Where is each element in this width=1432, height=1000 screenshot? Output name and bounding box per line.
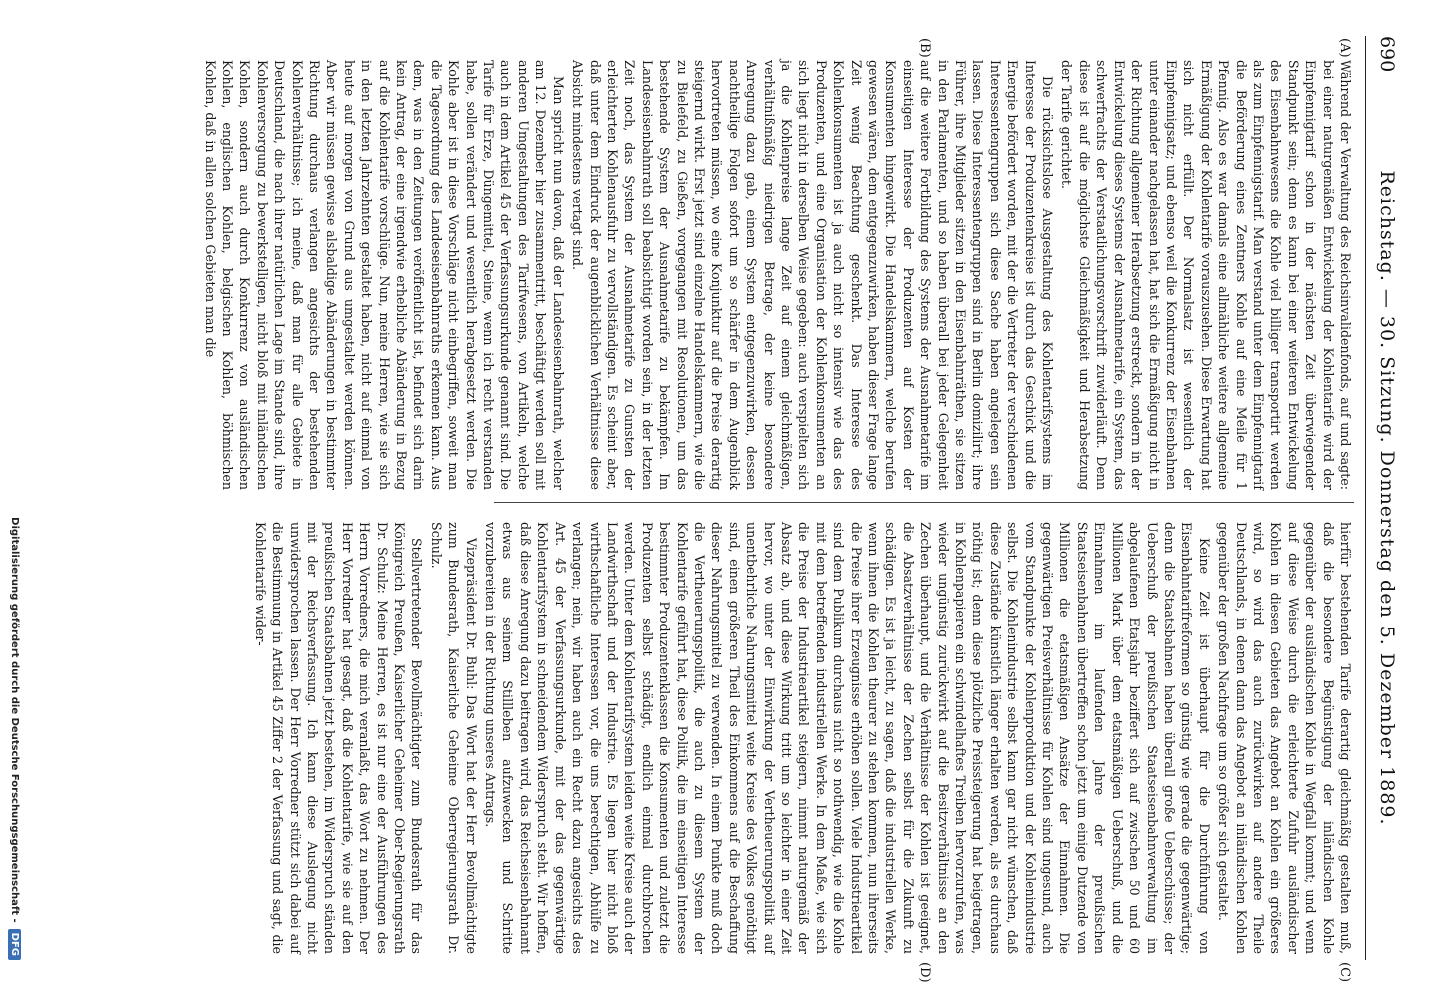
margin-marker-a: (A) xyxy=(1337,38,1352,58)
page-number: 690 xyxy=(1376,36,1398,73)
paragraph: Keine Zeit ist überhaupt für die Durchführung von Eisenbahntarifreformen so günstig wie gerade die gegenwärtige; denn die Staatsbahnen haben überall große Ueberschüsse; der Ueberschuß der preußischen Staatseisenbahnverwaltung im abgelaufenen Etatsjahr beziffert sich auf zwischen 50 und 60 Millionen Mark über dem etatsmäßigen Ueberschuß, und die Einnahmen im laufenden Jahre der preußischen Staatseisenbahnen übertreffen schon jetzt um einige Dutzende von Millionen die etatsmäßigen Ansätze der Einnahmen. Die gegenwärtigen Preisverhältnisse für Kohlen sind ungesund, auch vom Standpunkte der Kohlenproduktion und der Kohlenindustrie selbst. Die Kohlenindustrie selbst kann gar nicht wünschen, daß diese Zustände künstlich länger erhalten werden, als es durchaus nöthig ist; denn diese plötzliche Preissteigerung hat beigetragen, in Kohlenpapieren ein schwindelhaftes Treiben hervorzurufen, was wieder ungünstig zurückwirkt auf die Besitzverhältnisse an den Zechen überhaupt, und die Verhältnisse der Kohlen ist geeignet, die Absatzverhältnisse der Zechen selbst für die Zukunft zu schädigen. Es ist ja leicht, zu sagen, daß die industriellen Werke, wenn ihnen die Kohlen theurer zu stehen kommen, nun ihrerseits die Preise ihrer Erzeugnisse erhöhen sollen. Viele Industrieartikel sind dem Publikum durchaus nicht so nothwendig, wie die Kohle mit dem betreffenden industriellen Werke. In dem Maße, wie sich die Preise der Industrieartikel steigern, nimmt naturgemäß der Absatz ab, und diese Wirkung tritt um so leichter in einer Zeit hervor, wo unter der Einwirkung der Vertheuerungspolitik auf unentbehrliche Nahrungsmittel weite Kreise des Volkes genöthigt sind, einen größeren Theil des Einkommens auf die Beschaffung dieser Nahrungsmittel zu verwenden. In einem Punkte muß doch die Vertheuerungspolitik, die auch zu diesem System der Kohlentarife geführt hat, diese Politik, die im einseitigen Interesse bestimmter Produzentenklassen die Konsumenten und zuletzt die Produzenten selbst schädigt, endlich einmal durchbrochen werden. Unter dem Kohlentarifsystem leiden weite Kreise auch der Landwirthschaft und der Industrie. Es liegen hier nicht bloß wirthschaftliche Interessen vor, die uns berechtigen, Abhülfe zu verlangen; nein, wir haben auch ein Recht dazu angesichts des Art. 45 der Verfassungsurkunde, mit der das gegenwärtige Kohlentarifsystem in schneidendem Widerspruch steht. Wir hoffen, daß diese Anregung dazu beitragen wird, das Reichseisenbahnamt etwas aus seinem Stillleben aufzuwecken und Schritte vorzubereiten in der Richtung unseres Antrags. xyxy=(483,522,1212,954)
margin-marker-c: (C) xyxy=(1337,962,1352,983)
running-title: Reichstag. — 30. Sitzung. Donnerstag den 5. Dezember 1889. xyxy=(1376,170,1398,826)
left-column xyxy=(202,60,1354,490)
credit-text: Digitalisierung gefördert durch die Deutsche Forschungsgemeinschaft - xyxy=(9,517,20,923)
margin-marker-d: (D) xyxy=(917,962,932,983)
digitization-credit xyxy=(8,200,21,960)
paragraph: Während der Verwaltung des Reichsinvalidenfonds, auf und sagte: bei einer naturgemäßen Entwickelung der Kohlentarife wird der Einpfennigtarif schon in der nächsten Zeit überwiegender Standpunkt sein; denn es kann bei einer weiteren Entwickelung des Eisenbahnwesens die Kohle viel billiger transportirt werden als zum Einpfennigstarif. Man verstand unter dem Einpfennigtarif die Beförderung eines Zentners Kohle auf eine Meile für 1 Pfennig. Also es war damals eine allmähliche weitere allgemeine Ermäßigung der Kohlentarife vorauszusehen. Diese Erwartung hat sich nicht erfüllt. Der Normalsatz ist wesentlich der Einpfennigsatz; und ebenso weil die Konkurrenz der Eisenbahnen unter einander nachgelassen hat, hat sich die Ermäßigung nicht in der Richtung allgemeiner Herabsetzung erstreckt, sondern in der Entwickelung dieses Systems der Ausnahmetarife, ein System, das schwerfrachts der Verstaatlichungsvorschrift zuwiderläuft. Denn diese ist auf die möglichste Gleichmäßigkeit und Herabsetzung der Tarife gerichtet. xyxy=(1059,60,1353,490)
paragraph: Die rücksichtslose Ausgestaltung des Kohlentarifsystems im Interesse der Produzentenkreise ist durch das Geschick und die Energie befördert worden, mit der die Vertreter der verschiedenen Interessentengruppen sich diese Sache haben angelegen sein lassen. Diese Interessentengruppen sind in Berlin domizilirt; ihre Führer, ihre Mitglieder sitzen in den Eisenbahnräthen, sie sitzen in den Parlamenten, und so haben überall bei jeder Gelegenheit auf die weitere Fortbildung des Systems der Ausnahmetarife im einseitigen Interesse der Produzenten auf Kosten der Konsumenten hingewirkt. Die Handelskammern, welche berufen gewesen wären, dem entgegenzuwirken, haben dieser Frage lange Zeit wenig Beachtung geschenkt. Das Interesse des Kohlenkonsumenten ist ja auch nicht so intensiv wie das des Produzenten, und eine Organisation der Kohlenkonsumenten an sich liegt nicht in derselben Weise gegeben: auch verspielten sich ja die Kohlenpreise lange Zeit auf einem gleichmäßigen, verhältnißmäßig niedrigen Betrage, der keine besondere Anregung dazu gab, einem System entgegenzuwirken, dessen nachtheilige Folgen sofort um so schärfer in dem Augenblick hervortreten müssen, wo eine Konjunktur auf die Preise derartig steigernd wirkt. Erst jetzt sind einzelne Handelskammern, wie die zu Bielefeld, zu Gießen, vorgegangen mit Resolutionen, um das bestehende System der Ausnahmetarife zu bekämpfen. Im Landeseisenbahnrath soll beabsichtigt worden sein, in der letzten Zeit noch, das System der Ausnahmetarife zu Gunsten der erleichterten Kohlenausfuhr zu vervollständigen. Es scheint aber, daß unter dem Eindruck der augenblicklichen Verhältnisse diese Absicht mindestens vertagt sind. xyxy=(570,60,1056,490)
column-divider xyxy=(494,502,1354,503)
speaker-paragraph: Vizepräsident Dr. Buhl: Das Wort hat der Herr Bevollmächtigte zum Bundesrath, Kaiserliche Geheime Oberregierungsrath Dr. Schulz. xyxy=(428,522,479,954)
paragraph: Man spricht nun davon, daß der Landeseisenbahnrath, welcher am 12. Dezember hier zusammentritt, beschäftigt werden soll mit anderen Umgestaltungen des Tarifwesens, von Artikeln, welche auch in dem Artikel 45 der Verfassungsurkunde genannt sind. Die Tarife für Erze, Düngemittel, Steine, wenn ich recht verstanden habe, sollen verändert und wesentlich herabgesetzt werden. Die Kohle aber ist in diese Vorschläge nicht einbegriffen, soweit man die Tagesordnung des Landeseisenbahnraths erkennen kann. Aus dem, was in den Zeitungen veröffentlicht ist, befindet sich darin kein Antrag, der eine irgendwie erhebliche Abänderung in Bezug auf die Kohlentarife vorschlüge. Nun, meine Herren, wie sie sich in den letzten Jahrzehnten gestaltet haben, nicht auf einmal von heute auf morgen von Grund aus umgestaltet werden können. Aber wir müssen gewisse alsbaldige Abänderungen in bestimmter Richtung durchaus verlangen angesichts der bestehenden Kohlenverhältnisse; ich meine, daß man für alle Gebiete in Deutschland, die nach ihrer natürlichen Lage im Stande sind, ihre Kohlenversorgung zu bewerkstelligen, nicht bloß mit inländischen Kohlen, sondern auch durch Konkurrenz von ausländischen Kohlen, englischen Kohlen, belgischen Kohlen, böhmischen Kohlen, daß in allen solchen Gebieten man die xyxy=(202,60,566,490)
dfg-logo: DFG xyxy=(8,929,21,960)
margin-marker-b: (B) xyxy=(917,38,932,58)
right-column xyxy=(252,522,1354,954)
speaker-paragraph: Stellvertretender Bevollmächtigter zum Bundesrath für das Königreich Preußen, Kaiserlicher Geheimer Ober-Regierungsrath Dr. Schulz: Meine Herren, es ist nur eine der Ausführungen des Herrn Vorredners, die mich veranlaßt, das Wort zu nehmen. Der Herr Vorredner hat gesagt, daß die Kohlentarife, wie sie auf den preußischen Staatsbahnen jetzt bestehen, im Widerspruch ständen mit der Reichsverfassung. Ich kann diese Auslegung nicht unwidersprochen lassen. Der Herr Vorredner stützt sich dabei auf die Bestimmung in Artikel 45 Ziffer 2 der Verfassung und sagt, die Kohlentarife wider- xyxy=(252,522,425,954)
page-header xyxy=(1365,36,1406,960)
paragraph: hierfür bestehenden Tarife derartig gleichmäßig gestalten muß, daß die besondere Begünstigung der inländischen Kohle gegenüber der ausländischen Kohle in Wegfall kommt; und wenn auf diese Weise durch die erleichterte Zufuhr ausländischer Kohlen in diesen Gebieten das Angebot an Kohlen ein größeres wird, so wird das auch zurückwirken auf andere Theile Deutschlands, in denen dann das Angebot an inländischen Kohlen gegenüber der großen Nachfrage um so größer sich gestaltet. xyxy=(1216,522,1353,954)
